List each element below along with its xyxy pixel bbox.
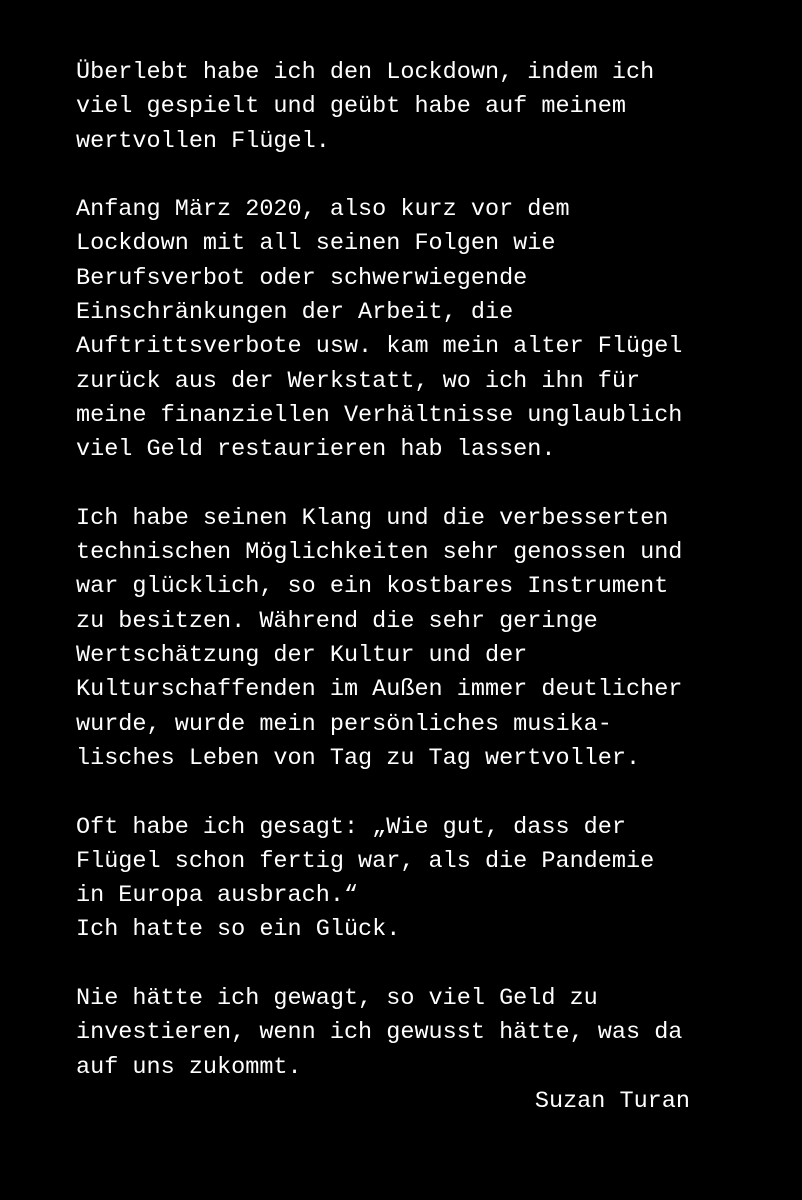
paragraph-sound: Ich habe seinen Klang und die verbesserten technischen Möglichkeiten sehr genossen und war glücklich, so ein kostbares Instrument zu besitzen. Während die sehr geringe Wertschätzung der Kultur und der Kulturschaffenden im Außen immer deutlicher wurde, wurde mein persönliches musika- lisches Leben von Tag zu Tag wertvoller. bbox=[76, 504, 683, 772]
paragraph-lockdown-intro: Überlebt habe ich den Lockdown, indem ich viel gespielt und geübt habe auf meinem wertvollen Flügel. bbox=[76, 59, 655, 155]
paragraph-restoration: Anfang März 2020, also kurz vor dem Lockdown mit all seinen Folgen wie Berufsverbot oder schwerwiegende Einschränkungen der Arbeit, die Auftrittsverbote usw. kam mein alter Flügel zurück aus der Werkstatt, wo ich ihn für meine finanziellen Verhältnisse unglaublich viel Geld restaurieren hab lassen. bbox=[76, 196, 683, 464]
paragraph-quote: Oft habe ich gesagt: „Wie gut, dass der Flügel schon fertig war, als die Pandemie in Europa ausbrach.“ Ich hatte so ein Glück. bbox=[76, 813, 655, 944]
paragraph-investment: Nie hätte ich gewagt, so viel Geld zu investieren, wenn ich gewusst hätte, was da auf uns zukommt. bbox=[76, 985, 683, 1081]
signature: Suzan Turan bbox=[534, 1087, 690, 1115]
text-block bbox=[76, 56, 716, 1119]
